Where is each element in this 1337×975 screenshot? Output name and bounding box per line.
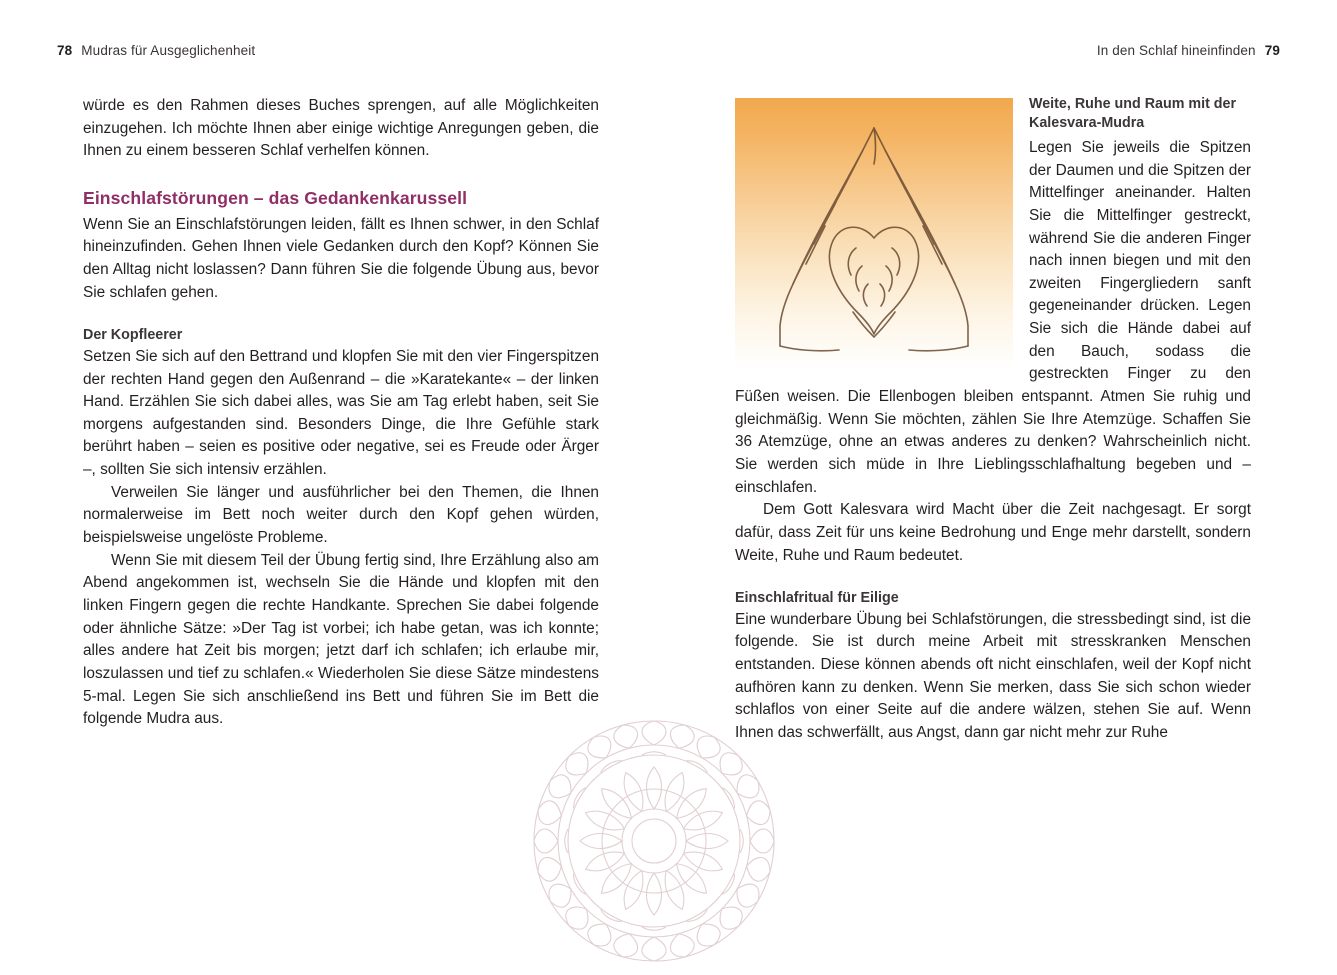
paragraph-2: Verweilen Sie länger und ausführlicher bei den Themen, die Ihnen normalerweise im Bett noch weiter durch den Kopf gehen würden, beispielsweise ungelöste Probleme. <box>83 483 599 547</box>
paragraph-1: Setzen Sie sich auf den Bettrand und klopfen Sie mit den vier Fingerspitzen der rechten Hand gegen den Außenrand – die »Karatekante« – der linken Hand. Erzählen Sie sich dabei alles, was Sie am Tag erlebt haben, seit Sie morgens aufgestanden sind. Besonders Dinge, die Ihre Gefühle stark berührt haben – seien es positive oder negative, sei es Freude oder Ärger –, sollten Sie sich intensiv erzählen. <box>83 347 599 479</box>
paragraph-intro: würde es den Rahmen dieses Buches sprengen, auf alle Möglichkeiten einzugehen. Ich möchte Ihnen aber einige wichtige Anregungen geben, die Ihnen zu einem besseren Schlaf verhelfen können. <box>83 97 599 160</box>
paragraph-3: Wenn Sie mit diesem Teil der Übung fertig sind, Ihre Erzählung also am Abend angekommen ist, wechseln Sie die Hände und klopfen mit den linken Fingern gegen die rechte Handkante. Sprechen Sie dabei folgende oder ähnliche Sätze: »Der Tag ist vorbei; ich habe getan, was ich konnte; alles andere hat Zeit bis morgen; jetzt darf ich schlafen; ich erlaube mir, loszulassen und tief zu schlafen.« Wiederholen Sie diese Sätze mindestens 5-mal. Legen Sie sich anschließend ins Bett und führen Sie im Bett die folgende Mudra aus. <box>83 551 599 728</box>
section-heading: Einschlafstörungen – das Gedankenkarussell <box>83 187 468 208</box>
paragraph-ritual: Eine wunderbare Übung bei Schlafstörungen, die stressbedingt sind, ist die folgende. Sie ist durch meine Arbeit mit stresskranken Menschen entstanden. Diese können abends oft nicht einschlafen, weil der Kopf nicht aufhören kann zu denken. Wenn Sie merken, dass Sie sich schon wieder schlaflos von einer Seite auf die andere wälzen, stehen Sie auf. Wenn Ihnen das schwerfällt, aus Angst, dann gar nicht mehr zur Ruhe <box>735 610 1251 741</box>
running-head-left <box>57 43 255 58</box>
running-head-right-title: In den Schlaf hineinfinden <box>1096 43 1256 58</box>
page-number-right: 79 <box>1264 43 1280 58</box>
paragraph-mudra-description: Legen Sie jeweils die Spitzen der Daumen und die Spitzen der Mittelfinger aneinander. Halten Sie die Mittelfinger gestreckt, während Sie die anderen Finger nach innen biegen und mit den zweiten Fingergliedern sanft gegeneinander drücken. Legen Sie sich die Hände dabei auf den Bauch, sodass die gestreckten Finger zu den Füßen weisen. Die Ellenbogen bleiben entspannt. Atmen Sie ruhig und gleichmäßig. Wenn Sie möchten, zählen Sie Ihre Atemzüge. Schaffen Sie 36 Atemzüge, ohne an etwas anderes zu denken? Wahrscheinlich nicht. Sie werden sich müde in Ihre Lieblingsschlafhaltung begeben und – einschlafen. <box>735 139 1251 496</box>
figure-wrapper <box>735 98 1013 369</box>
right-text-column <box>735 95 1251 745</box>
running-head-right <box>1097 43 1280 58</box>
running-head-left-title: Mudras für Ausgeglichenheit <box>81 43 256 58</box>
subheading-einschlafritual: Einschlafritual für Eilige <box>735 590 899 607</box>
mudra-illustration <box>735 98 1013 369</box>
mandala-ornament <box>520 707 788 975</box>
left-text-column <box>83 95 599 731</box>
paragraph-section-intro: Wenn Sie an Einschlafstörungen leiden, fällt es Ihnen schwer, in den Schlaf hineinzufinden. Gehen Ihnen viele Gedanken durch den Kopf? Können Sie den Alltag nicht loslassen? Dann führen Sie die folgende Übung aus, bevor Sie schlafen gehen. <box>83 215 599 301</box>
figure-caption: Weite, Ruhe und Raum mit der Kalesvara-Mudra <box>1029 96 1237 131</box>
paragraph-kalesvara: Dem Gott Kalesvara wird Macht über die Zeit nachgesagt. Er sorgt dafür, dass Zeit für uns keine Bedrohung und Enge mehr darstellt, sondern Weite, Ruhe und Raum bedeutet. <box>735 501 1251 564</box>
subheading-kopfleerer: Der Kopfleerer <box>83 327 183 344</box>
figure-and-caption-block <box>735 95 1251 499</box>
page-number-left: 78 <box>57 43 73 58</box>
